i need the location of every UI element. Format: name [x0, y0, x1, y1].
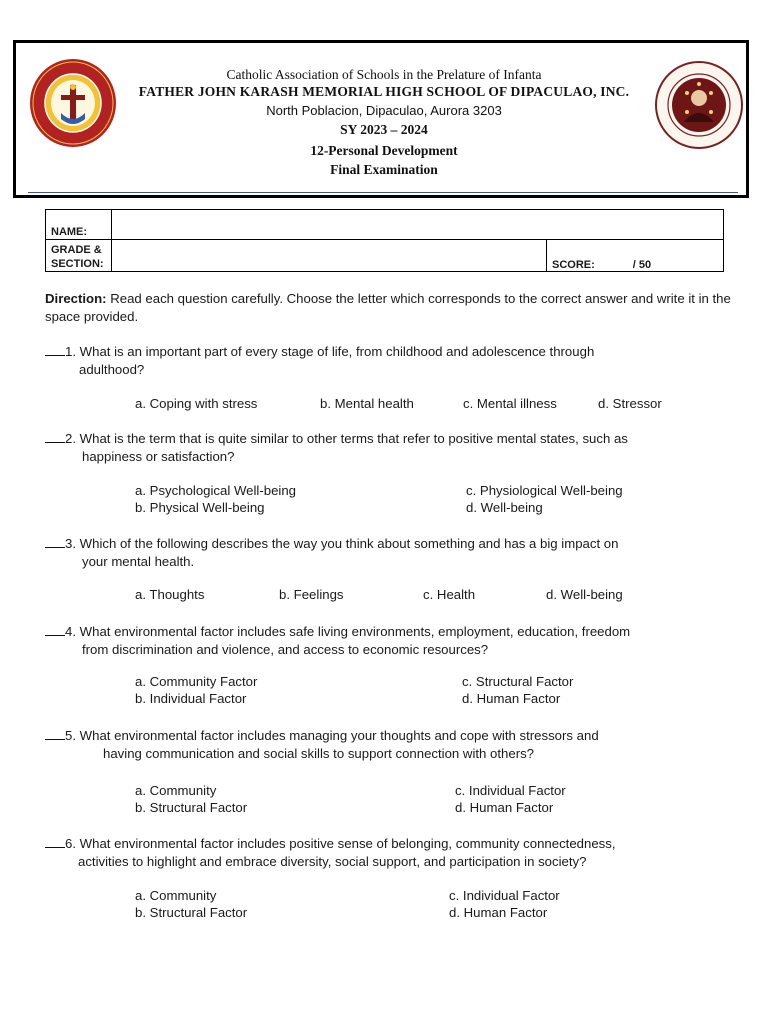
- name-label: NAME:: [46, 210, 112, 240]
- choice-c: c. Health: [423, 587, 476, 602]
- question-5: [45, 727, 745, 762]
- question-number: 6.: [65, 836, 76, 851]
- school-year: SY 2023 – 2024: [340, 122, 428, 137]
- school-name: FATHER JOHN KARASH MEMORIAL HIGH SCHOOL OF DIPACULAO, INC.: [138, 84, 630, 99]
- choice-c: c. Structural Factor: [462, 674, 574, 689]
- choice-c: c. Physiological Well-being: [466, 483, 623, 498]
- choice-d: d. Human Factor: [462, 691, 561, 706]
- question-number: 1.: [65, 344, 76, 359]
- answer-blank[interactable]: [45, 727, 65, 740]
- score-label: SCORE:: [552, 259, 595, 271]
- student-info-table: [45, 209, 724, 272]
- score-field[interactable]: [547, 240, 724, 272]
- choice-b: b. Structural Factor: [135, 905, 248, 920]
- choice-c: c. Mental illness: [463, 396, 557, 411]
- choice-b: b. Mental health: [320, 396, 414, 411]
- choice-b: b. Structural Factor: [135, 800, 248, 815]
- subject-title: 12-Personal Development: [310, 143, 458, 158]
- answer-blank[interactable]: [45, 835, 65, 848]
- question-2: [45, 430, 745, 465]
- choice-a: a. Coping with stress: [135, 396, 258, 411]
- question-text: What environmental factor includes positive sense of belonging, community connectedness,: [79, 836, 616, 851]
- direction: [45, 290, 735, 325]
- question-text-cont: adulthood?: [79, 361, 145, 377]
- choice-d: d. Well-being: [546, 587, 623, 602]
- section-label: SECTION:: [51, 258, 104, 270]
- question-text-cont: from discrimination and violence, and access to economic resources?: [82, 641, 489, 657]
- question-number: 4.: [65, 624, 76, 639]
- question-text: What environmental factor includes managing your thoughts and cope with stressors and: [79, 728, 599, 743]
- grade-section-label: [46, 240, 112, 272]
- question-text: What is an important part of every stage of life, from childhood and adolescence through: [79, 344, 595, 359]
- answer-blank[interactable]: [45, 343, 65, 356]
- direction-label: Direction:: [45, 291, 107, 306]
- choice-a: a. Community: [135, 888, 217, 903]
- choice-c: c. Individual Factor: [449, 888, 560, 903]
- choice-d: d. Human Factor: [455, 800, 554, 815]
- question-text-cont: activities to highlight and embrace diversity, social support, and participation in society?: [78, 853, 587, 869]
- grade-section-field[interactable]: [112, 240, 547, 272]
- question-number: 5.: [65, 728, 76, 743]
- question-text: What is the term that is quite similar to other terms that refer to positive mental states, such as: [79, 431, 628, 446]
- school-header: [13, 40, 749, 198]
- choice-b: b. Physical Well-being: [135, 500, 265, 515]
- question-text-cont: having communication and social skills to support connection with others?: [103, 745, 535, 761]
- choice-d: d. Stressor: [598, 396, 662, 411]
- answer-blank[interactable]: [45, 430, 65, 443]
- question-text: What environmental factor includes safe living environments, employment, education, freedom: [79, 624, 631, 639]
- name-field[interactable]: [112, 210, 724, 240]
- choice-a: a. Community Factor: [135, 674, 258, 689]
- choice-d: d. Well-being: [466, 500, 543, 515]
- header-divider: [28, 192, 738, 193]
- school-seal-icon: [28, 57, 118, 149]
- question-text: Which of the following describes the way you think about something and has a big impact on: [79, 536, 619, 551]
- association-name: Catholic Association of Schools in the Prelature of Infanta: [226, 67, 542, 82]
- grade-label: GRADE &: [51, 244, 102, 256]
- choice-a: a. Psychological Well-being: [135, 483, 297, 498]
- question-text-cont: happiness or satisfaction?: [82, 448, 235, 464]
- school-address: North Poblacion, Dipaculao, Aurora 3203: [266, 103, 502, 118]
- question-4: [45, 623, 745, 658]
- answer-blank[interactable]: [45, 623, 65, 636]
- exam-title: Final Examination: [330, 162, 438, 177]
- direction-text: Read each question carefully. Choose the letter which corresponds to the correct answer and write it in the space provided.: [45, 291, 731, 324]
- question-6: [45, 835, 745, 870]
- question-text-cont: your mental health.: [82, 553, 195, 569]
- choice-c: c. Individual Factor: [455, 783, 566, 798]
- question-number: 2.: [65, 431, 76, 446]
- choice-d: d. Human Factor: [449, 905, 548, 920]
- question-number: 3.: [65, 536, 76, 551]
- answer-blank[interactable]: [45, 535, 65, 548]
- choice-a: a. Thoughts: [135, 587, 205, 602]
- question-3: [45, 535, 745, 570]
- question-1: [45, 343, 745, 378]
- score-total: / 50: [632, 259, 652, 271]
- choice-b: b. Feelings: [279, 587, 344, 602]
- choice-b: b. Individual Factor: [135, 691, 247, 706]
- association-seal-icon: [654, 60, 744, 150]
- choice-a: a. Community: [135, 783, 217, 798]
